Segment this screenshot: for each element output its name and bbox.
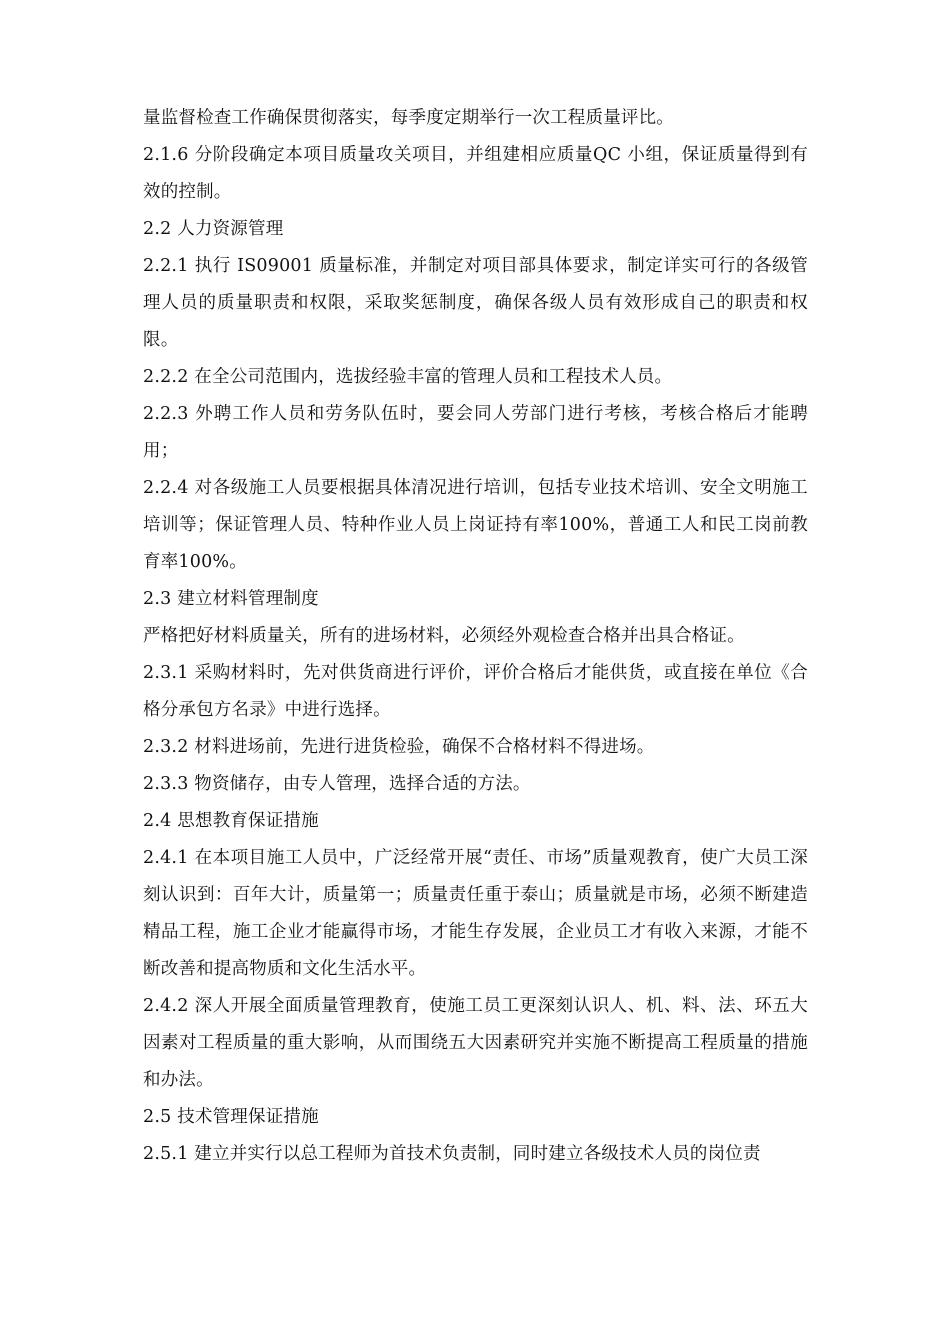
paragraph-2-3-3: 2.3.3 物资储存，由专人管理，选择合适的方法。 xyxy=(143,774,531,794)
heading-2-5: 2.5 技术管理保证措施 xyxy=(143,1107,319,1127)
paragraph-material-intro: 严格把好材料质量关，所有的进场材料，必须经外观检查合格并出具合格证。 xyxy=(143,626,745,646)
heading-2-2: 2.2 人力资源管理 xyxy=(143,219,284,239)
document-body xyxy=(143,100,808,1173)
paragraph-1: 量监督检查工作确保贯彻落实，每季度定期举行一次工程质量评比。 xyxy=(143,108,674,128)
paragraph-2-3-1: 2.3.1 采购材料时，先对供货商进行评价，评价合格后才能供货，或直接在单位《合格分承包方名录》中进行选择。 xyxy=(143,663,808,720)
heading-2-3: 2.3 建立材料管理制度 xyxy=(143,589,319,609)
paragraph-2-2-4: 2.2.4 对各级施工人员要根据具体清况进行培训，包括专业技术培训、安全文明施工培训等；保证管理人员、特种作业人员上岗证持有率100%，普通工人和民工岗前教育率100%。 xyxy=(143,478,808,572)
paragraph-2-1-6: 2.1.6 分阶段确定本项目质量攻关项目，并组建相应质量QC 小组，保证质量得到有效的控制。 xyxy=(143,145,808,202)
paragraph-2-4-2: 2.4.2 深人开展全面质量管理教育，使施工员工更深刻认识人、机、料、法、环五大因素对工程质量的重大影响，从而围绕五大因素研究并实施不断提高工程质量的措施和办法。 xyxy=(143,996,808,1090)
paragraph-2-2-1: 2.2.1 执行 IS09001 质量标准，并制定对项目部具体要求，制定详实可行的各级管理人员的质量职责和权限，采取奖惩制度，确保各级人员有效形成自己的职责和权限。 xyxy=(143,256,808,350)
paragraph-2-5-1: 2.5.1 建立并实行以总工程师为首技术负责制，同时建立各级技术人员的岗位责 xyxy=(143,1144,761,1164)
paragraph-2-4-1: 2.4.1 在本项目施工人员中，广泛经常开展“责任、市场”质量观教育，使广大员工深刻认识到：百年大计，质量第一；质量责任重于泰山；质量就是市场，必须不断建造精品工程，施工企业才能赢得市场，才能生存发展，企业员工才有收入来源，才能不断改善和提高物质和文化生活水平。 xyxy=(143,848,808,979)
paragraph-2-2-2: 2.2.2 在全公司范围内，选拔经验丰富的管理人员和工程技术人员。 xyxy=(143,367,673,387)
paragraph-2-2-3: 2.2.3 外聘工作人员和劳务队伍时，要会同人劳部门进行考核，考核合格后才能聘用； xyxy=(143,404,808,461)
paragraph-2-3-2: 2.3.2 材料进场前，先进行进货检验，确保不合格材料不得进场。 xyxy=(143,737,655,757)
heading-2-4: 2.4 思想教育保证措施 xyxy=(143,811,319,831)
